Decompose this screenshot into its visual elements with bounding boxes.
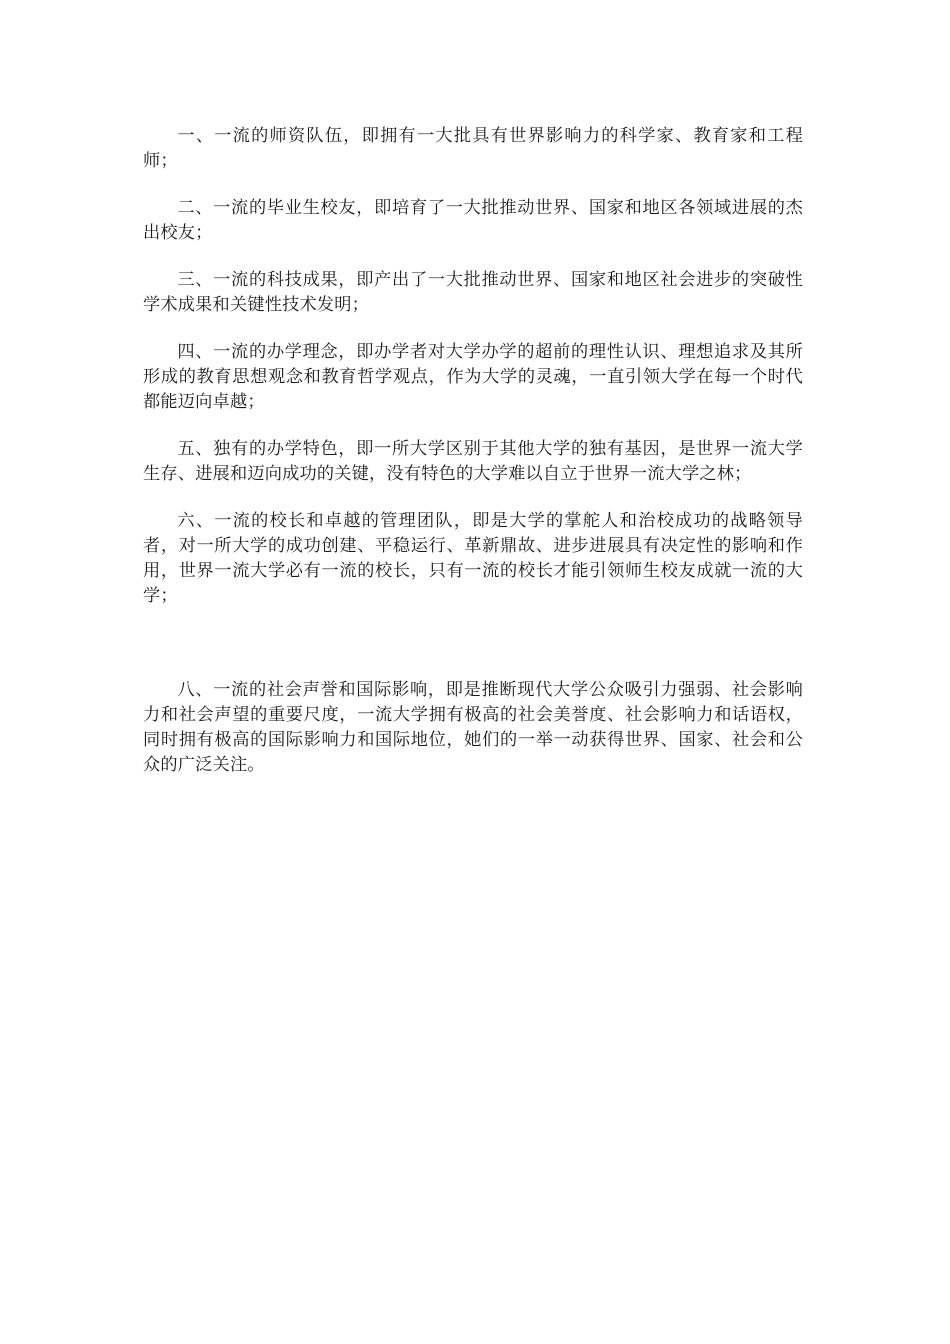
paragraph-1: 一、一流的师资队伍，即拥有一大批具有世界影响力的科学家、教育家和工程师； <box>143 126 803 171</box>
paragraph-5: 五、独有的办学特色，即一所大学区别于其他大学的独有基因，是世界一流大学生存、进展和迈向成功的关键，没有特色的大学难以自立于世界一流大学之林； <box>143 439 803 484</box>
paragraph-6: 六、一流的校长和卓越的管理团队，即是大学的掌舵人和治校成功的战略领导者，对一所大学的成功创建、平稳运行、革新鼎故、进步进展具有决定性的影响和作用，世界一流大学必有一流的校长，只有一流的校长才能引领师生校友成就一流的大学； <box>143 511 803 606</box>
paragraph-3: 三、一流的科技成果，即产出了一大批推动世界、国家和地区社会进步的突破性学术成果和关键性技术发明； <box>143 270 803 315</box>
paragraph-2: 二、一流的毕业生校友，即培育了一大批推动世界、国家和地区各领域进展的杰出校友； <box>143 198 803 243</box>
paragraph-8: 八、一流的社会声誉和国际影响，即是推断现代大学公众吸引力强弱、社会影响力和社会声望的重要尺度，一流大学拥有极高的社会美誉度、社会影响力和话语权，同时拥有极高的国际影响力和国际地位，她们的一举一动获得世界、国家、社会和公众的广泛关注。 <box>143 680 803 775</box>
blank-space <box>143 631 803 678</box>
document-body <box>143 124 803 800</box>
paragraph-4: 四、一流的办学理念，即办学者对大学办学的超前的理性认识、理想追求及其所形成的教育思想观念和教育哲学观点，作为大学的灵魂，一直引领大学在每一个时代都能迈向卓越； <box>143 342 803 412</box>
